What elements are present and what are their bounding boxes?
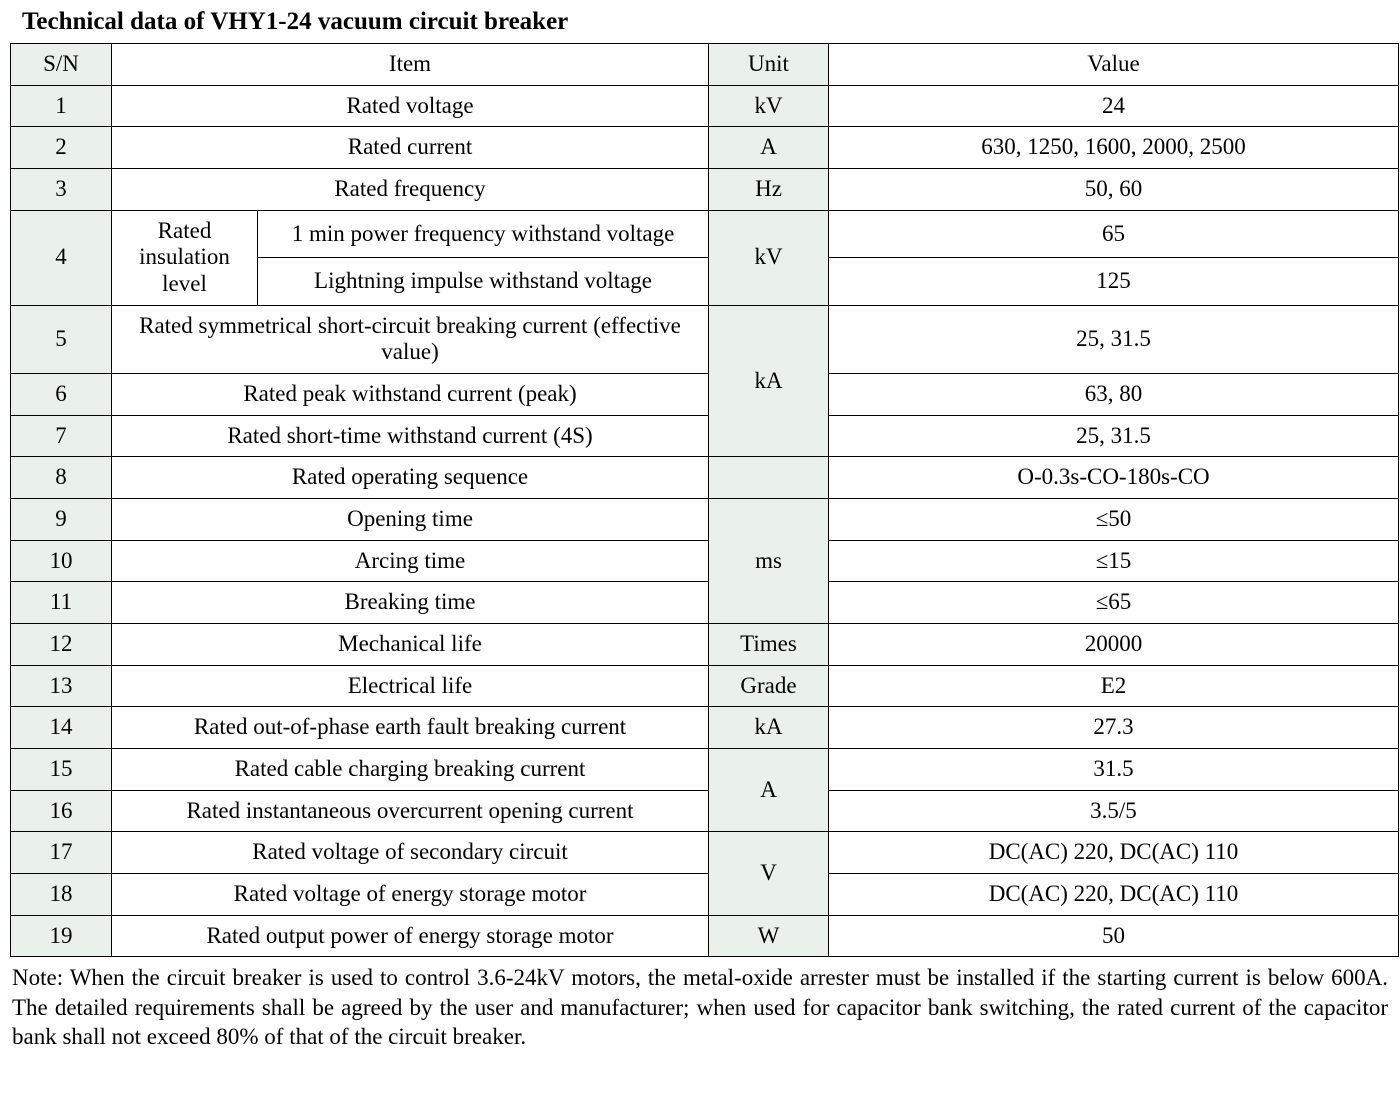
row-value: 31.5 bbox=[829, 749, 1399, 791]
row-sn: 18 bbox=[11, 874, 112, 916]
row-sn: 10 bbox=[11, 540, 112, 582]
row-unit: A bbox=[709, 127, 829, 169]
row-sn: 19 bbox=[11, 915, 112, 957]
row-item: Rated symmetrical short-circuit breaking current (effective value) bbox=[112, 305, 709, 373]
row-sn: 15 bbox=[11, 749, 112, 791]
row-sn: 6 bbox=[11, 374, 112, 416]
row-item: Mechanical life bbox=[112, 624, 709, 666]
row-sn: 5 bbox=[11, 305, 112, 373]
row-unit: ms bbox=[709, 499, 829, 624]
column-header-unit: Unit bbox=[709, 44, 829, 86]
row-sn: 11 bbox=[11, 582, 112, 624]
row-sn: 4 bbox=[11, 210, 112, 305]
table-row bbox=[11, 85, 1399, 127]
table-row bbox=[11, 499, 1399, 541]
row-item: Rated short-time withstand current (4S) bbox=[112, 415, 709, 457]
row-value: DC(AC) 220, DC(AC) 110 bbox=[829, 874, 1399, 916]
page-title: Technical data of VHY1-24 vacuum circuit breaker bbox=[22, 8, 569, 35]
row-unit: Hz bbox=[709, 169, 829, 211]
table-row bbox=[11, 415, 1399, 457]
row-value: 50 bbox=[829, 915, 1399, 957]
row-item: Lightning impulse withstand voltage bbox=[258, 258, 709, 306]
row-unit: A bbox=[709, 749, 829, 832]
table-row bbox=[11, 582, 1399, 624]
table-row bbox=[11, 305, 1399, 373]
table-row bbox=[11, 210, 1399, 258]
row-sn: 3 bbox=[11, 169, 112, 211]
row-value: 20000 bbox=[829, 624, 1399, 666]
row-value: E2 bbox=[829, 665, 1399, 707]
row-value: DC(AC) 220, DC(AC) 110 bbox=[829, 832, 1399, 874]
row-value: 24 bbox=[829, 85, 1399, 127]
row-item: Opening time bbox=[112, 499, 709, 541]
table-row bbox=[11, 374, 1399, 416]
row-item: Rated voltage of energy storage motor bbox=[112, 874, 709, 916]
row-unit: W bbox=[709, 915, 829, 957]
table-row bbox=[11, 624, 1399, 666]
table-row bbox=[11, 832, 1399, 874]
row-item: Rated current bbox=[112, 127, 709, 169]
row-unit: kA bbox=[709, 707, 829, 749]
row-value: 125 bbox=[829, 258, 1399, 306]
row-unit: Times bbox=[709, 624, 829, 666]
row-item: Rated voltage of secondary circuit bbox=[112, 832, 709, 874]
row-item: Rated cable charging breaking current bbox=[112, 749, 709, 791]
table-row bbox=[11, 127, 1399, 169]
row-value: 25, 31.5 bbox=[829, 415, 1399, 457]
row-sn: 7 bbox=[11, 415, 112, 457]
row-item: Rated out-of-phase earth fault breaking current bbox=[112, 707, 709, 749]
row-item-group: Rated insulation level bbox=[112, 210, 258, 305]
table-row bbox=[11, 457, 1399, 499]
row-sn: 12 bbox=[11, 624, 112, 666]
row-value: 25, 31.5 bbox=[829, 305, 1399, 373]
technical-data-table bbox=[10, 43, 1399, 957]
table-note: Note: When the circuit breaker is used to control 3.6-24kV motors, the metal-oxide arrester must be installed if the starting current is below 600A. The detailed requirements shall be agreed by the user and manufacturer; when used for capacitor bank switching, the rated current of the capacitor bank shall not exceed 80% of that of the circuit breaker. bbox=[12, 965, 1388, 1050]
row-value: 3.5/5 bbox=[829, 790, 1399, 832]
row-item: Rated peak withstand current (peak) bbox=[112, 374, 709, 416]
row-unit: Grade bbox=[709, 665, 829, 707]
row-value: 50, 60 bbox=[829, 169, 1399, 211]
row-value: ≤50 bbox=[829, 499, 1399, 541]
row-item: Rated voltage bbox=[112, 85, 709, 127]
row-item: Rated instantaneous overcurrent opening current bbox=[112, 790, 709, 832]
row-value: O-0.3s-CO-180s-CO bbox=[829, 457, 1399, 499]
row-value: ≤15 bbox=[829, 540, 1399, 582]
column-header-value: Value bbox=[829, 44, 1399, 86]
row-value: 65 bbox=[829, 210, 1399, 258]
table-row bbox=[11, 707, 1399, 749]
column-header-item: Item bbox=[112, 44, 709, 86]
table-row bbox=[11, 874, 1399, 916]
row-sn: 9 bbox=[11, 499, 112, 541]
table-row bbox=[11, 169, 1399, 211]
row-item: Arcing time bbox=[112, 540, 709, 582]
row-value: 63, 80 bbox=[829, 374, 1399, 416]
row-sn: 17 bbox=[11, 832, 112, 874]
row-item: Rated operating sequence bbox=[112, 457, 709, 499]
row-sn: 8 bbox=[11, 457, 112, 499]
row-sn: 13 bbox=[11, 665, 112, 707]
row-value: ≤65 bbox=[829, 582, 1399, 624]
row-unit: kV bbox=[709, 210, 829, 305]
row-unit: V bbox=[709, 832, 829, 915]
row-sn: 2 bbox=[11, 127, 112, 169]
column-header-sn: S/N bbox=[11, 44, 112, 86]
table-header-row bbox=[11, 44, 1399, 86]
row-unit: kA bbox=[709, 305, 829, 457]
table-row bbox=[11, 790, 1399, 832]
table-row bbox=[11, 540, 1399, 582]
row-item: Breaking time bbox=[112, 582, 709, 624]
row-unit: kV bbox=[709, 85, 829, 127]
row-sn: 14 bbox=[11, 707, 112, 749]
row-value: 27.3 bbox=[829, 707, 1399, 749]
table-row bbox=[11, 749, 1399, 791]
table-row bbox=[11, 915, 1399, 957]
row-sn: 1 bbox=[11, 85, 112, 127]
row-item: 1 min power frequency withstand voltage bbox=[258, 210, 709, 258]
row-item: Electrical life bbox=[112, 665, 709, 707]
row-item: Rated frequency bbox=[112, 169, 709, 211]
row-unit bbox=[709, 457, 829, 499]
table-row bbox=[11, 665, 1399, 707]
row-item: Rated output power of energy storage motor bbox=[112, 915, 709, 957]
row-value: 630, 1250, 1600, 2000, 2500 bbox=[829, 127, 1399, 169]
row-sn: 16 bbox=[11, 790, 112, 832]
